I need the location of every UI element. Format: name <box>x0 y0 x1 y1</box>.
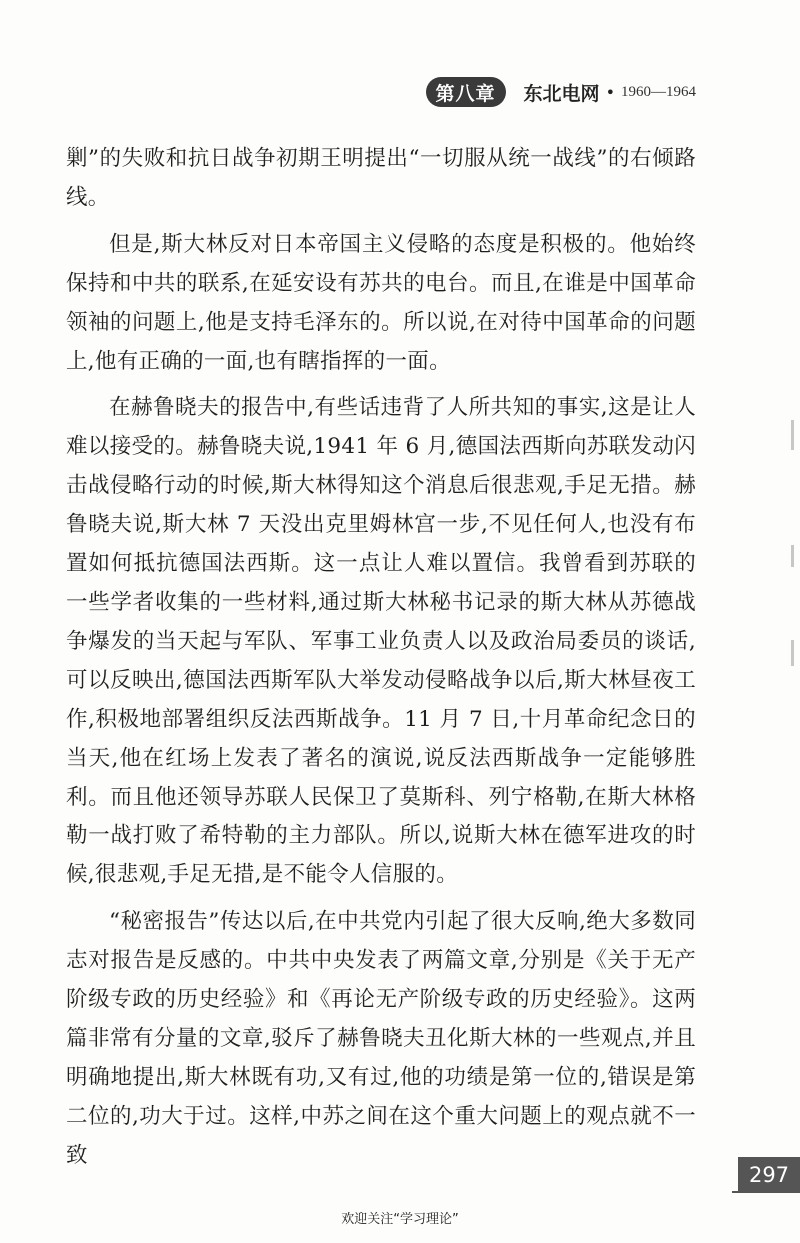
page-number-rule <box>732 1191 800 1193</box>
scan-edge-mark <box>791 640 794 666</box>
scan-edge-mark <box>791 420 794 450</box>
body-text <box>66 140 696 1184</box>
paragraph: “秘密报告”传达以后,在中共党内引起了很大反响,绝大多数同志对报告是反感的。中共中央发表了两篇文章,分别是《关于无产阶级专政的历史经验》和《再论无产阶级专政的历史经验》。这两篇非常有分量的文章,驳斥了赫鲁晓夫丑化斯大林的一些观点,并且明确地提出,斯大林既有功,又有过,他的功绩是第一位的,错误是第二位的,功大于过。这样,中苏之间在这个重大问题上的观点就不一致 <box>66 909 696 1168</box>
header-separator: • <box>605 82 615 102</box>
paragraph: 在赫鲁晓夫的报告中,有些话违背了人所共知的事实,这是让人难以接受的。赫鲁晓夫说,1941 年 6 月,德国法西斯向苏联发动闪击战侵略行动的时候,斯大林得知这个消息后很悲观,手足无措。赫鲁晓夫说,斯大林 7 天没出克里姆林宫一步,不见任何人,也没有布置如何抵抗德国法西斯。这一点让人难以置信。我曾看到苏联的一些学者收集的一些材料,通过斯大林秘书记录的斯大林从苏德战争爆发的当天起与军队、军事工业负责人以及政治局委员的谈话,可以反映出,德国法西斯军队大举发动侵略战争以后,斯大林昼夜工作,积极地部署组织反法西斯战争。11 月 7 日,十月革命纪念日的当天,他在红场上发表了著名的演说,说反法西斯战争一定能够胜利。而且他还领导苏联人民保卫了莫斯科、列宁格勒,在斯大林格勒一战打败了希特勒的主力部队。所以,说斯大林在德军进攻的时候,很悲观,手足无措,是不能令人信服的。 <box>66 395 696 888</box>
running-header <box>426 76 696 108</box>
scan-edge-mark <box>791 545 794 567</box>
chapter-years: 1960—1964 <box>621 83 696 100</box>
chapter-title: 东北电网 <box>523 82 600 105</box>
paragraph: 剿”的失败和抗日战争初期王明提出“一切服从统一战线”的右倾路线。 <box>66 146 696 210</box>
paragraph: 但是,斯大林反对日本帝国主义侵略的态度是积极的。他始终保持和中共的联系,在延安设有苏共的电台。而且,在谁是中国革命领袖的问题上,他是支持毛泽东的。所以说,在对待中国革命的问题上,他有正确的一面,也有瞎指挥的一面。 <box>66 231 696 374</box>
chapter-badge: 第八章 <box>426 77 506 107</box>
footer-note: 欢迎关注“学习理论” <box>341 1212 459 1227</box>
page-number: 297 <box>738 1157 800 1193</box>
